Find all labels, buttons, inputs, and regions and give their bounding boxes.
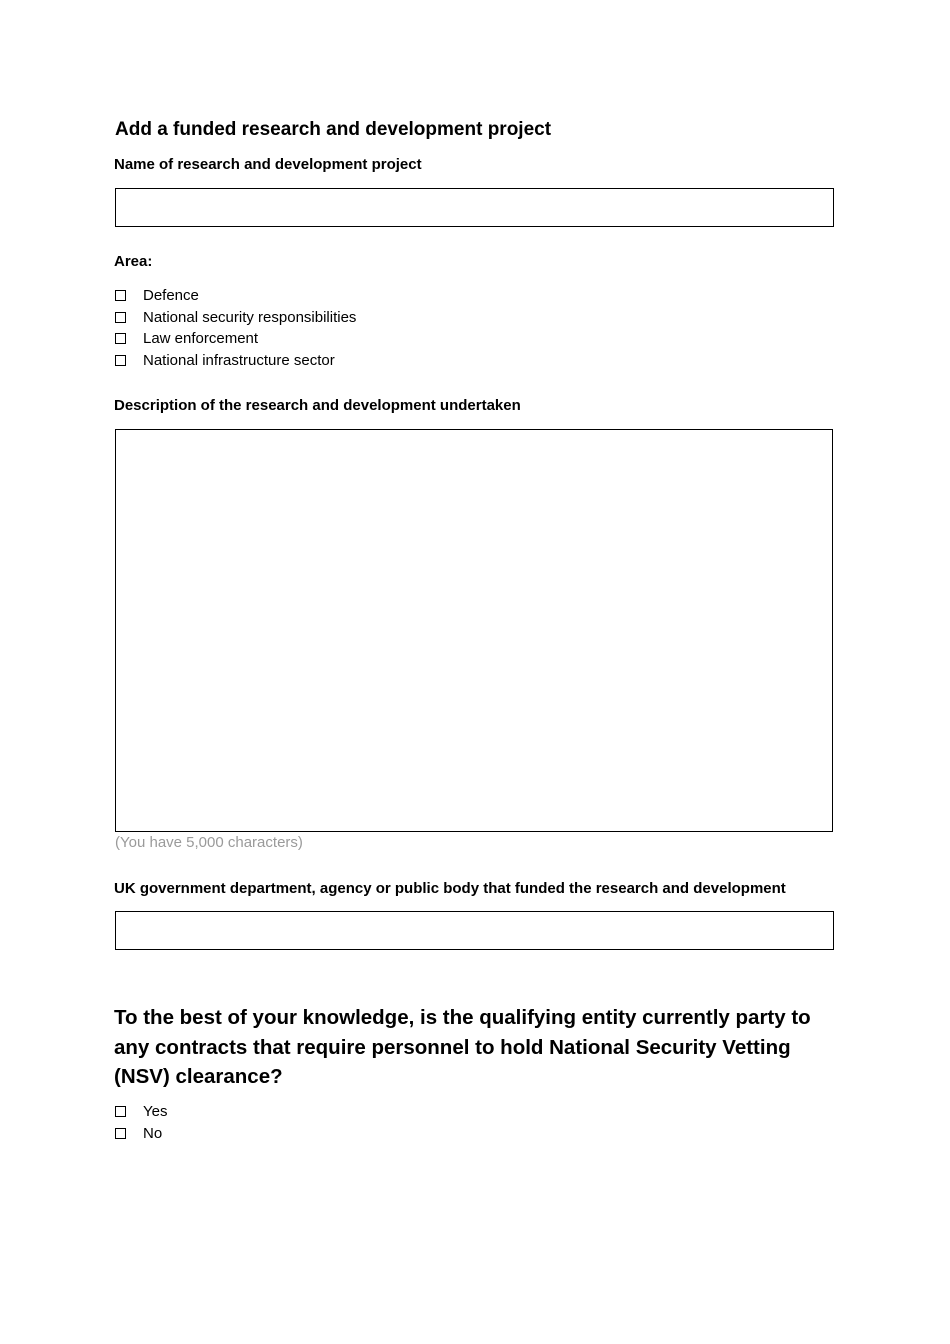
checkbox-icon[interactable]	[115, 290, 126, 301]
nsv-option-no[interactable]	[115, 1123, 167, 1145]
area-option-label: Defence	[143, 287, 199, 305]
nsv-question: To the best of your knowledge, is the qualifying entity currently party to any contracts that require personnel to hold National Security Vetting (NSV) clearance?	[114, 1006, 811, 1088]
area-label: Area:	[114, 253, 153, 270]
project-name-input[interactable]	[115, 188, 834, 227]
section-heading: Add a funded research and development project	[115, 119, 552, 140]
area-option-defence[interactable]	[115, 285, 356, 307]
area-option-label: National security responsibilities	[143, 308, 357, 326]
area-option-national-security[interactable]	[115, 307, 356, 329]
checkbox-icon[interactable]	[115, 312, 126, 323]
area-option-label: Law enforcement	[143, 330, 259, 348]
project-name-label: Name of research and development project	[114, 156, 422, 173]
funder-input[interactable]	[115, 911, 834, 950]
description-label: Description of the research and development undertaken	[114, 397, 521, 414]
checkbox-icon[interactable]	[115, 333, 126, 344]
nsv-checkbox-list	[115, 1101, 167, 1144]
nsv-option-label: Yes	[143, 1103, 168, 1121]
area-option-label: National infrastructure sector	[143, 351, 335, 369]
checkbox-icon[interactable]	[115, 355, 126, 366]
nsv-option-yes[interactable]	[115, 1101, 167, 1123]
funder-label: UK government department, agency or public body that funded the research and development	[114, 880, 786, 897]
area-option-law-enforcement[interactable]	[115, 328, 356, 350]
checkbox-icon[interactable]	[115, 1106, 126, 1117]
description-textarea[interactable]	[115, 429, 833, 832]
nsv-option-label: No	[143, 1124, 163, 1142]
area-checkbox-list	[115, 285, 356, 371]
character-count-hint: (You have 5,000 characters)	[115, 834, 303, 851]
checkbox-icon[interactable]	[115, 1128, 126, 1139]
area-option-national-infrastructure[interactable]	[115, 350, 356, 372]
